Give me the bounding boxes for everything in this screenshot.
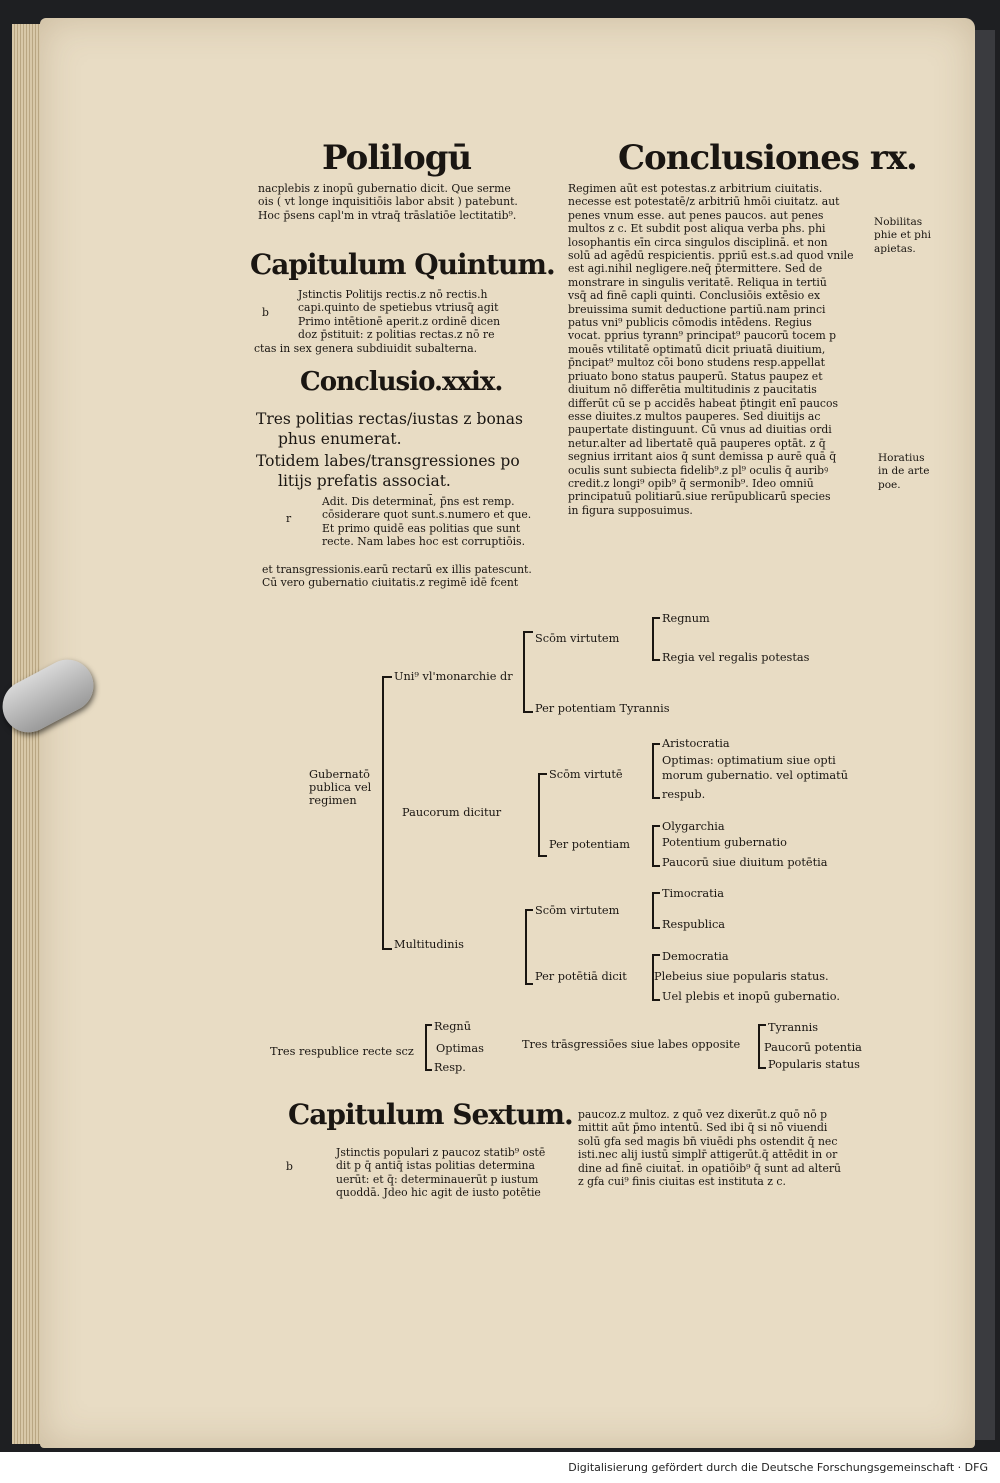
chapter-five-text: Jstinctis Politijs rectis.z nō rectis.h capi.quinto de spetiebus vtriusq̄ agit Primo intētionē aperit.z ordinē dicen doz p̄stituit: z politias rectas.z nō re <box>298 288 501 342</box>
conclusio-text-end: et transgressionis.earū rectarū ex illis patescunt. Cū vero gubernatio ciuitatis.z regimē idē fcent <box>262 563 532 590</box>
tree-respub: respub. <box>662 788 706 801</box>
chapter-five-title: Capitulum Quintum. <box>250 248 555 281</box>
chapter-six-text: Jstinctis populari z paucoz statib⁹ ostē dit p q̄ antiq̄ istas politias determina uerūt: et q̄: determinauerūt p iustum quoddā. Jdeo hic agit de iusto potētie <box>336 1146 546 1200</box>
chapter-six-title: Capitulum Sextum. <box>288 1098 573 1131</box>
conclusio-marker: r <box>286 512 292 525</box>
margin-note-horatius: Horatius in de arte poe. <box>878 452 930 491</box>
tree-multitudinis-virtutem: Scōm virtutem <box>535 904 620 917</box>
tree-regnum: Regnum <box>662 612 710 625</box>
tree-potentium: Potentium gubernatio <box>662 836 787 849</box>
conclusio-text: Adit. Dis determinat̄, p̄ns est remp. cōsiderare quot sunt.s.numero et que. Et primo quidē eas politias que sunt recte. Nam labes hoc est corruptiōis. <box>322 495 532 549</box>
intro-text: nacplebis z inopū gubernatio dicit. Que serme ois ( vt longe inquisitiōis labor absit ) patebunt. Hoc p̄sens capl'm in vtraq̄ trāslatiōe lectitatib⁹. <box>258 182 518 222</box>
tree-respublica: Respublica <box>662 918 726 931</box>
tree-optimas-1: Optimas: optimatium siue opti <box>662 754 836 767</box>
chapter-five-marker: b <box>262 306 269 319</box>
summary-recte-optimas: Optimas <box>436 1042 484 1055</box>
tree-paucorum-potentiam: Per potentiam <box>549 838 630 851</box>
right-column-text: Regimen aūt est potestas.z arbitrium ciuitatis. necesse est potestatē/z arbitriū hmōi ciuitatz. aut penes vnum esse. aut penes paucos. aut penes multos z c. Et subdit post aliqua verba phs. phi losophantis eīn circa singulos disciplinā. et non solū ad agēdū respicientis. ppriū est.s.ad quod vnile est agi.nihil negligere.neq̄ p̄termittere. Sed de monstrare in singulis veritatē. Reliqua in tertiū vsq̄ ad finē capli quinti. Conclusiōis extēsio ex breuissima sumit deductione partiū.nam princi patus vni⁹ publicis cōmodis intēdens. Regius vocat. pprius tyrann⁹ principat⁹ paucorū tocem p mouēs vtilitatē optimatū dicit priuatā diuitium, p̄ncipat⁹ multoz cōi bono studens resp.appellat priuato bono status pauperū. Status paupez et diuitum nō differētia multitudinis z paucitatis differūt cū se p accidēs habeat p̄tingit enī paucos esse diuites.z multos pauperes. Sed diuitijs ac paupertate distinguunt. Cū vnus ad diuitias ordi netur.alter ad libertatē quā pauperes optāt. z q̄ segnius irritant aios q̄ sunt demissa p aurē quā q̄ oculis sunt subiecta fidelib⁹.z pl⁹ oculis q̄ auribꝰ credit.z longi⁹ opib⁹ q̄ sermonib⁹. Ideo omniū principatuū politiarū.siue rerūpublicarū species in figura supposuimus. <box>568 182 854 517</box>
conclusio-title: Conclusio.xxix. <box>300 367 503 397</box>
tree-optimas-2: morum gubernatio. vel optimatū <box>662 769 848 782</box>
chapter-five-last-line: ctas in sex genera subdiuidit subalterna. <box>254 342 478 355</box>
summary-tres-recte: Tres respublice recte scz <box>270 1045 414 1058</box>
summary-tres-transgressiones: Tres trāsgressiōes siue labes opposite <box>522 1038 741 1051</box>
tree-unius-potentiam: Per potentiam Tyrannis <box>535 702 670 715</box>
tree-aristocratia: Aristocratia <box>662 737 730 750</box>
summary-transg-paucorum: Paucorū potentia <box>764 1041 862 1054</box>
footer-bar <box>0 1452 1000 1483</box>
chapter-six-right-text: paucoz.z multoz. z quō vez dixerūt.z quō nō p mittit aūt p̄mo intentū. Sed ibi q̄ si nō viuendi solū gfa sed magis bn̄ viuēdi phs ostendit q̄ nec isti.nec alij iustū simplr̄ attigerūt.q̄ attēdit in or dine ad finē ciuitat̄. in opatiōib⁹ q̄ sunt ad alterū z gfa cui⁹ finis ciuitas est instituta z c. <box>578 1108 841 1189</box>
footer-credit: Digitalisierung gefördert durch die Deutsche Forschungsgemeinschaft · DFG <box>568 1461 988 1474</box>
conclusio-lead-1b: phus enumerat. <box>278 430 402 448</box>
header-right: Conclusiones rx. <box>618 138 917 178</box>
margin-note-nobilitas: Nobilitas phie et phi apietas. <box>874 216 932 255</box>
tree-olygarchia: Olygarchia <box>662 820 725 833</box>
conclusio-lead-2b: litijs prefatis associat. <box>278 472 451 490</box>
summary-recte-resp: Resp. <box>434 1061 466 1074</box>
tree-paucorum: Paucorum dicitur <box>402 806 502 819</box>
conclusio-lead-2a: Totidem labes/transgressiones po <box>256 452 520 470</box>
tree-multitudinis: Multitudinis <box>394 938 464 951</box>
tree-plebeius: Plebeius siue popularis status. <box>654 970 829 983</box>
tree-democratia: Democratia <box>662 950 729 963</box>
summary-transg-tyrannis: Tyrannis <box>768 1021 819 1034</box>
tree-multitudinis-potentiam: Per potētiā dicit <box>535 970 627 983</box>
header-left: Polilogū <box>322 138 472 178</box>
tree-paucorum-virtute: Scōm virtutē <box>549 768 623 781</box>
tree-unius: Uni⁹ vl'monarchie dr <box>394 670 513 683</box>
tree-regia: Regia vel regalis potestas <box>662 651 810 664</box>
conclusio-lead-1a: Tres politias rectas/iustas z bonas <box>256 410 523 428</box>
tree-timocratia: Timocratia <box>662 887 725 900</box>
tree-plebis: Uel plebis et inopū gubernatio. <box>662 990 840 1003</box>
tree-paucoru: Paucorū siue diuitum potētia <box>662 856 828 869</box>
chapter-six-marker: b <box>286 1160 293 1173</box>
summary-recte-regnum: Regnū <box>434 1020 471 1033</box>
summary-transg-popularis: Popularis status <box>768 1058 860 1071</box>
tree-unius-virtutem: Scōm virtutem <box>535 632 620 645</box>
tree-root: Gubernatō publica vel regimen <box>309 768 372 808</box>
